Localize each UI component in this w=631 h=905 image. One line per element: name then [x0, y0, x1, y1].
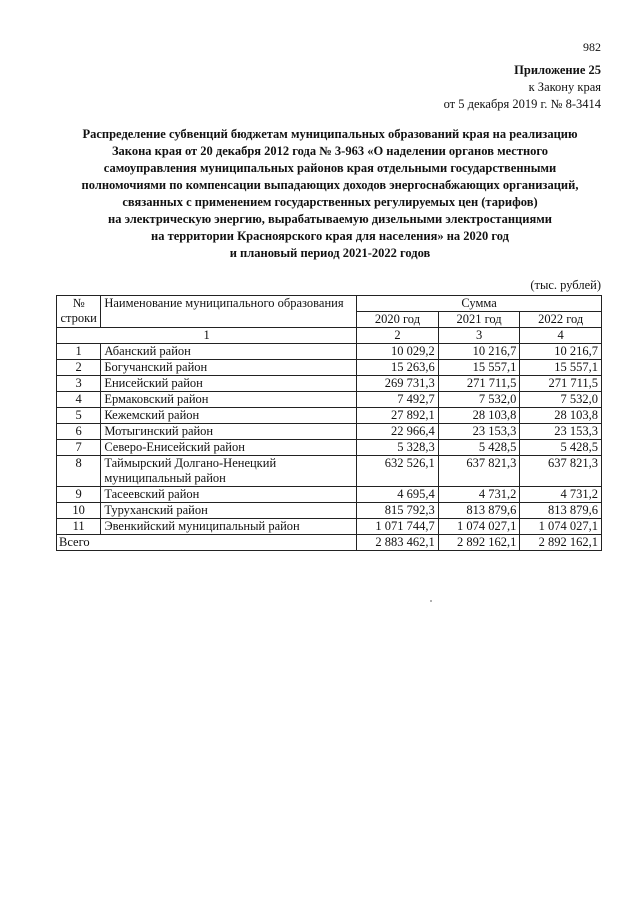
value-2020: 1 071 744,7 [357, 519, 439, 535]
value-2020: 10 029,2 [357, 344, 439, 360]
page-number: 982 [583, 40, 601, 54]
table-row [57, 408, 602, 424]
municipality-name: Тасеевский район [101, 487, 357, 503]
value-2020: 27 892,1 [357, 408, 439, 424]
header-row-number: № строки [57, 296, 101, 328]
value-2022: 1 074 027,1 [520, 519, 602, 535]
column-index: 2 [357, 328, 439, 344]
header-year-2022: 2022 год [520, 312, 602, 328]
title-line: и плановый период 2021-2022 годов [229, 246, 431, 260]
table-row [57, 503, 602, 519]
title-line: связанных с применением государственных регулируемых цен (тарифов) [122, 195, 538, 209]
annex-block [444, 62, 601, 113]
value-2022: 4 731,2 [520, 487, 602, 503]
value-2020: 815 792,3 [357, 503, 439, 519]
municipality-name: Эвенкийский муниципальный район [101, 519, 357, 535]
column-index: 1 [57, 328, 357, 344]
row-number: 9 [57, 487, 101, 503]
value-2020: 15 263,6 [357, 360, 439, 376]
total-2022: 2 892 162,1 [520, 535, 602, 551]
units-label: (тыс. рублей) [530, 278, 601, 292]
value-2021: 271 711,5 [438, 376, 520, 392]
table-row [57, 376, 602, 392]
total-label: Всего [57, 535, 357, 551]
column-index: 4 [520, 328, 602, 344]
municipality-name: Абанский район [101, 344, 357, 360]
title-line: полномочиями по компенсации выпадающих доходов энергоснабжающих организаций, [81, 178, 579, 192]
table-row [57, 487, 602, 503]
column-index: 3 [438, 328, 520, 344]
table-row [57, 360, 602, 376]
value-2021: 637 821,3 [438, 456, 520, 487]
header-year-2020: 2020 год [357, 312, 439, 328]
municipality-name: Ермаковский район [101, 392, 357, 408]
title-line: на территории Красноярского края для населения» на 2020 год [151, 229, 509, 243]
annex-law-date: от 5 декабря 2019 г. № 8-3414 [443, 97, 601, 111]
title-line: Закона края от 20 декабря 2012 года № 3-963 «О наделении органов местного [111, 144, 549, 158]
value-2021: 813 879,6 [438, 503, 520, 519]
value-2020: 7 492,7 [357, 392, 439, 408]
table-body [57, 344, 602, 551]
value-2022: 23 153,3 [520, 424, 602, 440]
table-row [57, 392, 602, 408]
value-2021: 15 557,1 [438, 360, 520, 376]
row-number: 8 [57, 456, 101, 487]
scan-speck [430, 600, 432, 602]
row-number: 11 [57, 519, 101, 535]
title-line: самоуправления муниципальных районов края отдельными государственными [103, 161, 557, 175]
header-sum: Сумма [357, 296, 602, 312]
value-2021: 1 074 027,1 [438, 519, 520, 535]
value-2022: 7 532,0 [520, 392, 602, 408]
value-2020: 5 328,3 [357, 440, 439, 456]
value-2020: 269 731,3 [357, 376, 439, 392]
value-2022: 10 216,7 [520, 344, 602, 360]
row-number: 6 [57, 424, 101, 440]
column-index-row [57, 328, 602, 344]
total-2021: 2 892 162,1 [438, 535, 520, 551]
value-2021: 10 216,7 [438, 344, 520, 360]
row-number: 3 [57, 376, 101, 392]
table-row [57, 456, 602, 487]
header-year-2021: 2021 год [438, 312, 520, 328]
value-2020: 22 966,4 [357, 424, 439, 440]
row-number: 5 [57, 408, 101, 424]
row-number: 7 [57, 440, 101, 456]
table-header [57, 296, 602, 344]
municipality-name: Богучанский район [101, 360, 357, 376]
municipality-name: Таймырский Долгано-Ненецкий муниципальный район [101, 456, 357, 487]
value-2021: 7 532,0 [438, 392, 520, 408]
value-2022: 15 557,1 [520, 360, 602, 376]
municipality-name: Кежемский район [101, 408, 357, 424]
table-row [57, 440, 602, 456]
table-row [57, 519, 602, 535]
value-2020: 4 695,4 [357, 487, 439, 503]
municipality-name: Мотыгинский район [101, 424, 357, 440]
header-municipality-name: Наименование муниципального образования [101, 296, 357, 328]
value-2022: 28 103,8 [520, 408, 602, 424]
municipality-name: Северо-Енисейский район [101, 440, 357, 456]
row-number: 10 [57, 503, 101, 519]
annex-title: Приложение 25 [514, 63, 601, 77]
row-number: 1 [57, 344, 101, 360]
value-2021: 28 103,8 [438, 408, 520, 424]
value-2022: 5 428,5 [520, 440, 602, 456]
row-number: 4 [57, 392, 101, 408]
subventions-table [56, 295, 602, 551]
value-2022: 637 821,3 [520, 456, 602, 487]
value-2022: 813 879,6 [520, 503, 602, 519]
annex-law-reference: к Закону края [528, 80, 601, 94]
value-2021: 23 153,3 [438, 424, 520, 440]
value-2021: 5 428,5 [438, 440, 520, 456]
municipality-name: Енисейский район [101, 376, 357, 392]
total-2020: 2 883 462,1 [357, 535, 439, 551]
total-row [57, 535, 602, 551]
table-row [57, 424, 602, 440]
value-2021: 4 731,2 [438, 487, 520, 503]
value-2020: 632 526,1 [357, 456, 439, 487]
table-row [57, 344, 602, 360]
row-number: 2 [57, 360, 101, 376]
title-line: на электрическую энергию, вырабатываемую дизельными электростанциями [108, 212, 552, 226]
municipality-name: Туруханский район [101, 503, 357, 519]
value-2022: 271 711,5 [520, 376, 602, 392]
document-title [40, 126, 620, 262]
title-line: Распределение субвенций бюджетам муниципальных образований края на реализацию [82, 127, 578, 141]
